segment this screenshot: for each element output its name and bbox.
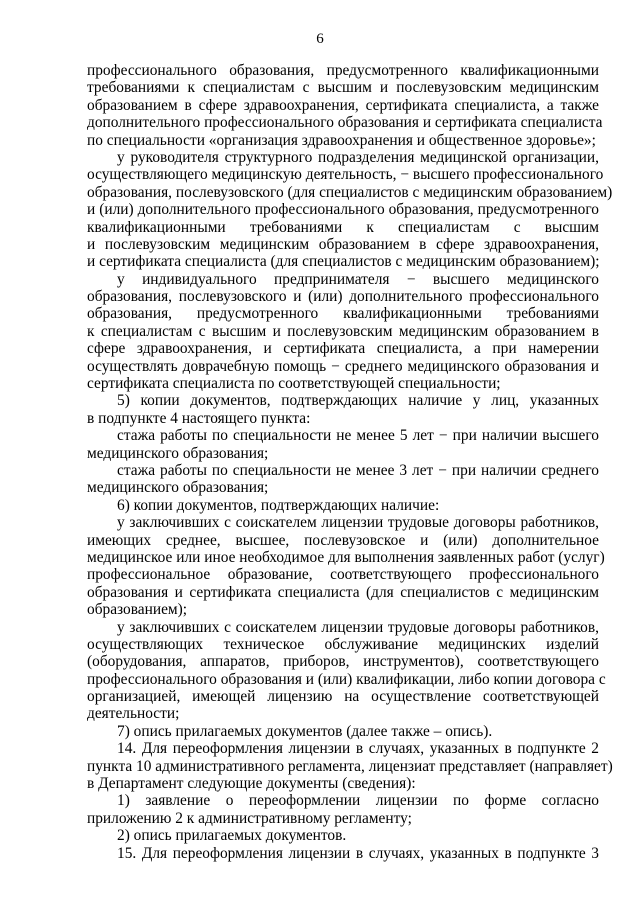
text-line: сфере здравоохранения, и сертификата специалиста, а при намерении [87, 340, 599, 358]
text-line: по специальности «организация здравоохранения и общественное здоровье»; [87, 131, 596, 149]
page-number: 6 [316, 31, 324, 47]
text-line: профессионального образования и (или) квалификации, либо копии договора с [87, 670, 606, 688]
text-line: 2) опись прилагаемых документов. [117, 827, 347, 845]
text-line: 7) опись прилагаемых документов (далее также – опись). [117, 722, 493, 740]
text-line: профессионального образования, предусмотренного квалификационными [87, 62, 599, 79]
text-line: в подпункте 4 настоящего пункта: [87, 409, 311, 427]
text-line: пункта 10 административного регламента, лицензиат представляет (направляет) [87, 757, 613, 775]
text-line: 1) заявление о переоформлении лицензии по форме согласно [117, 792, 599, 810]
text-line: образования и сертификата специалиста (для специалистов с медицинским [87, 583, 599, 601]
text-line: медицинского образования; [87, 479, 269, 497]
text-line: организацией, имеющей лицензию на осуществление соответствующей [87, 688, 599, 706]
text-line: у заключивших с соискателем лицензии трудовые договоры работников, [117, 618, 599, 636]
text-line: 5) копии документов, подтверждающих наличие у лиц, указанных [117, 392, 599, 410]
text-line: имеющих среднее, высшее, послевузовское и (или) дополнительное [87, 531, 599, 549]
text-line: и (или) дополнительного профессионального образования, предусмотренного [87, 201, 599, 219]
text-line: 15. Для переоформления лицензии в случаях, указанных в подпункте 3 [117, 844, 599, 862]
text-line: осуществляющих техническое обслуживание медицинских изделий [87, 635, 599, 653]
text-line: образования, послевузовского и (или) дополнительного профессионального [87, 288, 599, 306]
text-line: осуществляющего медицинскую деятельность, − высшего профессионального [87, 166, 604, 184]
text-line: деятельности; [87, 705, 180, 723]
text-line: (оборудования, аппаратов, приборов, инструментов), соответствующего [87, 653, 599, 671]
text-line: стажа работы по специальности не менее 3 лет − при наличии среднего [117, 461, 599, 479]
text-line: стажа работы по специальности не менее 5 лет − при наличии высшего [117, 427, 599, 445]
text-line: медицинское или иное необходимое для выполнения заявленных работ (услуг) [87, 548, 605, 566]
text-line: дополнительного профессионального образования и сертификата специалиста [87, 114, 603, 132]
text-line: образования, послевузовского (для специалистов с медицинским образованием) [87, 183, 613, 201]
text-line: образования, предусмотренного квалификационными требованиями [87, 305, 599, 323]
document-body [87, 62, 613, 862]
text-line: у индивидуального предпринимателя − высшего медицинского [117, 270, 599, 288]
text-line: в Департамент следующие документы (сведения): [87, 775, 416, 793]
text-line: образованием в сфере здравоохранения, сертификата специалиста, а также [87, 96, 599, 114]
text-line: 14. Для переоформления лицензии в случаях, указанных в подпункте 2 [117, 740, 599, 758]
text-line: и послевузовским медицинским образованием в сфере здравоохранения, [87, 235, 599, 253]
text-line: медицинского образования; [87, 444, 269, 462]
text-line: и сертификата специалиста (для специалистов с медицинским образованием); [87, 253, 600, 271]
text-line: образованием); [87, 601, 188, 619]
text-line: требованиями к специалистам с высшим и послевузовским медицинским [87, 79, 599, 97]
text-line: у заключивших с соискателем лицензии трудовые договоры работников, [117, 514, 599, 532]
text-line: приложению 2 к административному регламенту; [87, 809, 412, 827]
text-line: сертификата специалиста по соответствующей специальности; [87, 375, 501, 393]
text-line: квалификационными требованиями к специалистам с высшим [87, 218, 599, 236]
text-line: у руководителя структурного подразделения медицинской организации, [117, 148, 599, 166]
text-line: осуществлять доврачебную помощь − среднего медицинского образования и [87, 357, 599, 375]
text-line: к специалистам с высшим и послевузовским медицинским образованием в [87, 322, 599, 340]
text-line: 6) копии документов, подтверждающих наличие: [117, 496, 440, 514]
text-line: профессиональное образование, соответствующего профессионального [87, 566, 599, 584]
